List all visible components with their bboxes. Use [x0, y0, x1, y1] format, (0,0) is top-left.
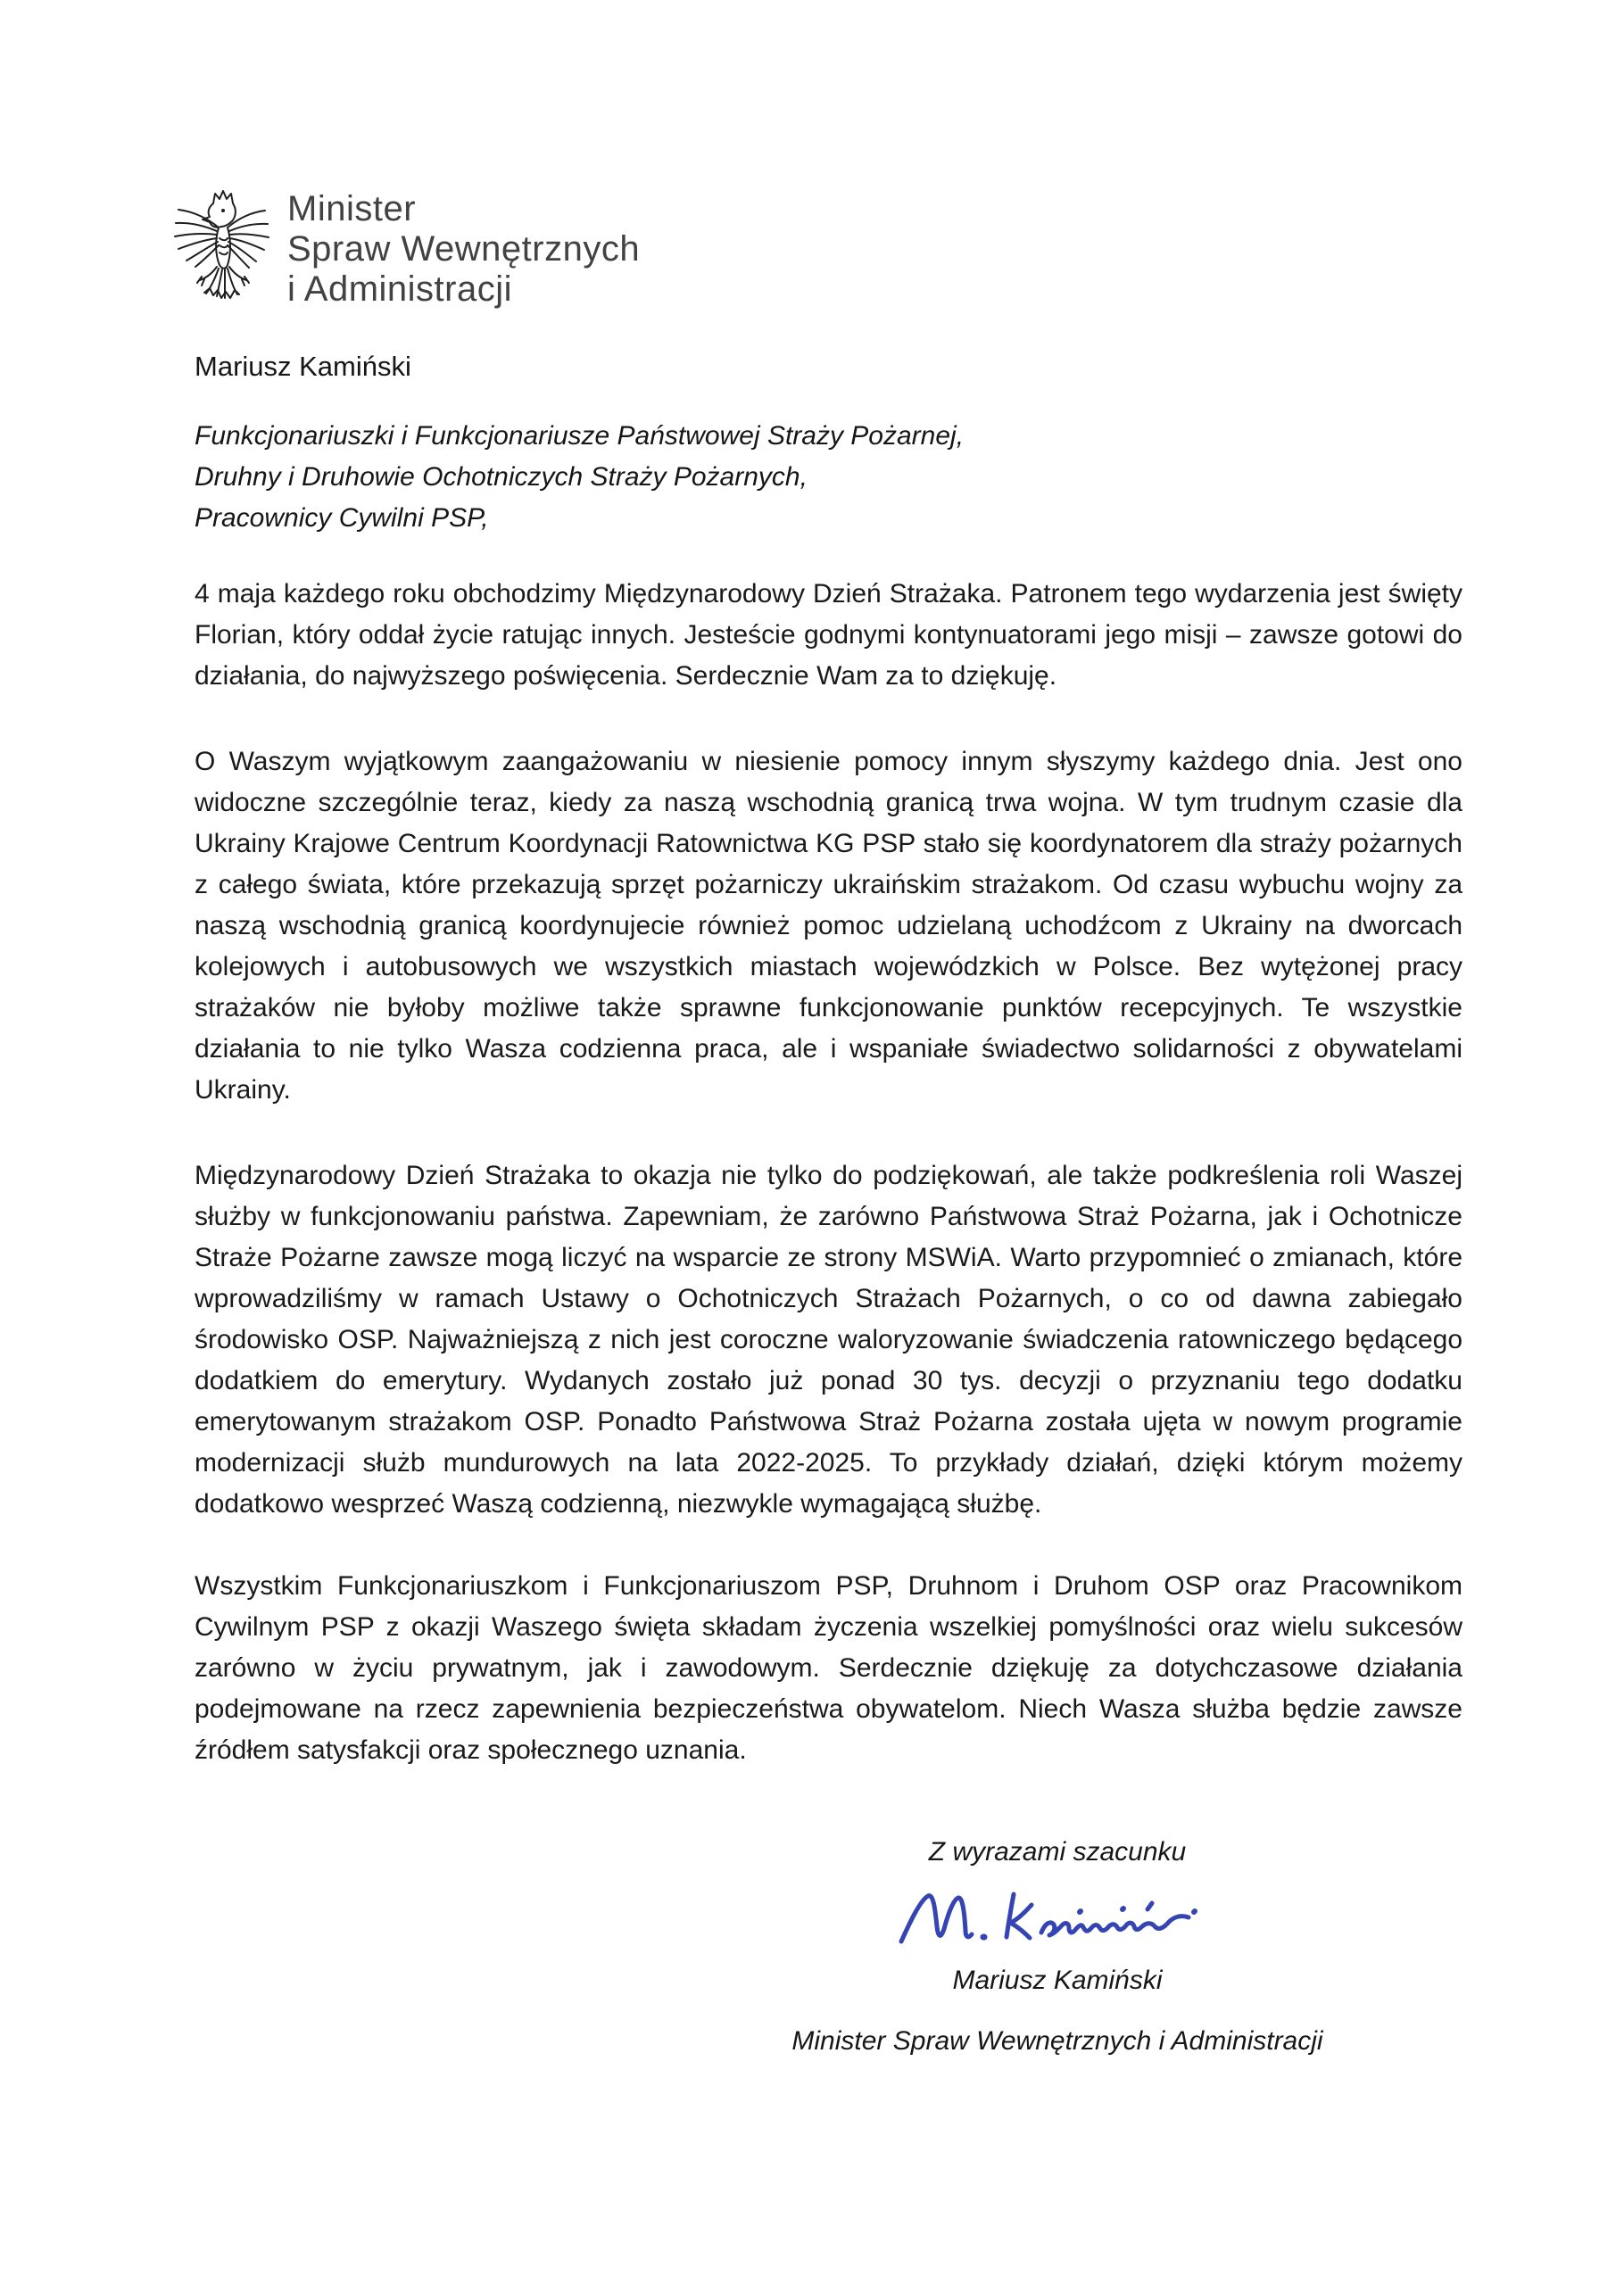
sender-name: Mariusz Kamiński [195, 351, 411, 382]
salutation [195, 416, 964, 539]
salutation-line: Pracownicy Cywilni PSP, [195, 503, 489, 533]
ministry-logotype [287, 189, 640, 310]
signatory-title: Minister Spraw Wewnętrznych i Administracji [791, 2026, 1323, 2056]
ministry-line-2: Spraw Wewnętrznych [287, 229, 641, 269]
handwritten-signature-icon [897, 1886, 1200, 1950]
body-paragraph-1: 4 maja każdego roku obchodzimy Międzynarodowy Dzień Strażaka. Patronem tego wydarzenia jest święty Florian, który oddał życie ratując innych. Jesteście godnymi kontynuatorami jego misji – zawsze gotowi do działania, do najwyższego poświęcenia. Serdecznie Wam za to dziękuję. [195, 579, 1462, 691]
body-paragraph-3: Międzynarodowy Dzień Strażaka to okazja nie tylko do podziękowań, ale także podkreślenia roli Waszej służby w funkcjonowaniu państwa. Zapewniam, że zarówno Państwowa Straż Pożarna, jak i Ochotnicze Straże Pożarne zawsze mogą liczyć na wsparcie ze strony MSWiA. Warto przypomnieć o zmianach, które wprowadziliśmy w ramach Ustawy o Ochotniczych Strażach Pożarnych, o co od dawna zabiegało środowisko OSP. Najważniejszą z nich jest coroczne waloryzowanie świadczenia ratowniczego będącego dodatkiem do emerytury. Wydanych zostało już ponad 30 tys. decyzji o przyznaniu tego dodatku emerytowanym strażakom OSP. Ponadto Państwowa Straż Pożarna została ujęta w nowym programie modernizacji służb mundurowych na lata 2022-2025. To przykłady działań, dzięki którym możemy dodatkowo wesprzeć Waszą codzienną, niezwykle wymagającą służbę. [195, 1161, 1462, 1519]
body-paragraph-2: O Waszym wyjątkowym zaangażowaniu w niesienie pomocy innym słyszymy każdego dnia. Jest ono widoczne szczególnie teraz, kiedy za naszą wschodnią granicą trwa wojna. W tym trudnym czasie dla Ukrainy Krajowe Centrum Koordynacji Ratownictwa KG PSP stało się koordynatorem dla straży pożarnych z całego świata, które przekazują sprzęt pożarniczy ukraińskim strażakom. Od czasu wybuchu wojny za naszą wschodnią granicą koordynujecie również pomoc udzielaną uchodźcom z Ukrainy na dworcach kolejowych i autobusowych we wszystkich miastach wojewódzkich w Polsce. Bez wytężonej pracy strażaków nie byłoby możliwe także sprawne funkcjonowanie punktów recepcyjnych. Te wszystkie działania to nie tylko Wasza codzienna praca, ale i wspaniałe świadectwo solidarności z obywatelami Ukrainy. [195, 747, 1462, 1105]
ministry-line-3: i Administracji [287, 269, 513, 309]
salutation-line: Druhny i Druhowie Ochotniczych Straży Pożarnych, [195, 462, 808, 492]
body-paragraph-4: Wszystkim Funkcjonariuszkom i Funkcjonariuszom PSP, Druhnom i Druhom OSP oraz Pracownikom Cywilnym PSP z okazji Waszego święta składam życzenia wszelkiej pomyślności oraz wielu sukcesów zarówno w życiu prywatnym, jak i zawodowym. Serdecznie dziękuję za dotychczasowe działania podejmowane na rzecz zapewnienia bezpieczeństwa obywatelom. Niech Wasza służba będzie zawsze źródłem satysfakcji oraz społecznego uznania. [195, 1571, 1462, 1765]
closing-salute: Z wyrazami szacunku [928, 1837, 1187, 1867]
signatory-name: Mariusz Kamiński [952, 1966, 1163, 1995]
polish-eagle-emblem-icon [172, 188, 270, 306]
ministry-line-1: Minister [287, 189, 417, 228]
ministry-header [172, 188, 640, 310]
salutation-line: Funkcjonariuszki i Funkcjonariusze Państwowej Straży Pożarnej, [195, 421, 965, 451]
